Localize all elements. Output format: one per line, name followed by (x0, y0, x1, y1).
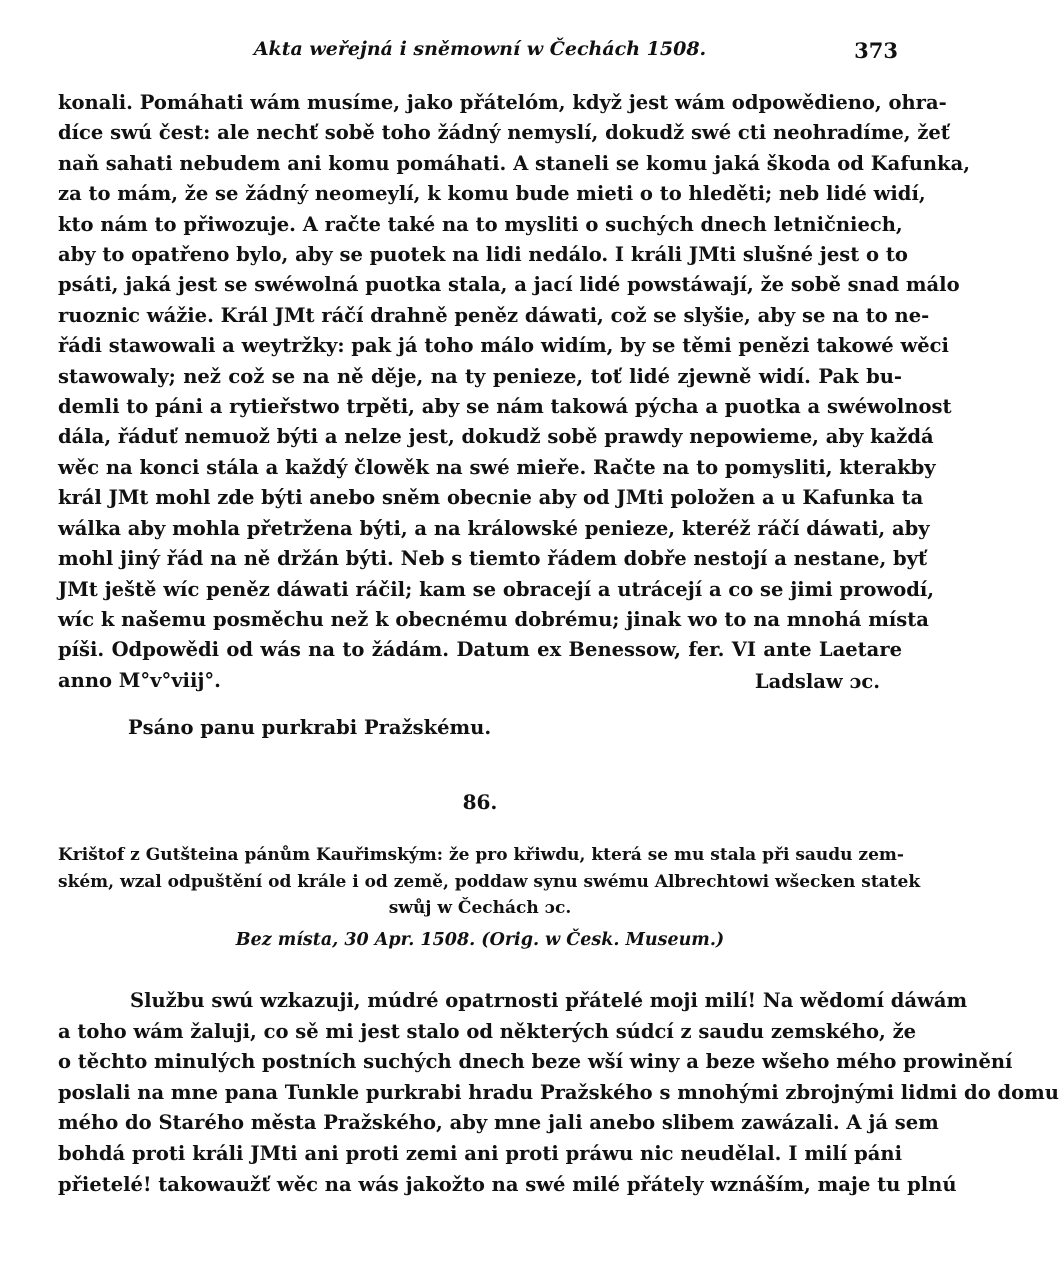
text-line: anno M°v°viij°. (58, 668, 221, 692)
text-line: bohdá proti králi JMti ani proti zemi ani proti práwu nic neudělal. I milí páni (58, 1141, 902, 1165)
text-line: wálka aby mohla přetržena býti, a na králowské penieze, kteréž ráčí dáwati, aby (58, 516, 930, 540)
text-line: mohl jiný řád na ně držán býti. Neb s tiemto řádem dobře nestojí a nestane, byť (58, 547, 928, 571)
text-line: wěc na konci stála a každý člowěk na swé mieře. Račte na to pomysliti, kterakby (58, 455, 936, 479)
text-line: řádi stawowali a weytržky: pak já toho málo widím, by se těmi penězi takowé wěci (58, 334, 949, 358)
text-line: naň sahati nebudem ani komu pomáhati. A staneli se komu jaká škoda od Kafunka, (58, 151, 970, 175)
running-header (0, 38, 960, 68)
text-line: psáti, jaká jest se swéwolná puotka stala, a jací lidé powstáwají, že sobě snad málo (58, 273, 960, 297)
text-line: stawowaly; než což se na ně děje, na ty penieze, toť lidé zjewně widí. Pak bu- (58, 364, 902, 388)
text-line: Službu swú wzkazuji, múdré opatrnosti přátelé moji milí! Na wědomí dáwám (130, 989, 968, 1012)
document-number: 86. (462, 790, 498, 814)
signature: Ladslaw ɔc. (754, 670, 880, 693)
text-line: píši. Odpowědi od wás na to žádám. Datum ex Benessow, fer. VI ante Laetare (58, 638, 902, 662)
letter-86-text (58, 986, 1059, 1200)
running-title: Akta weřejná i sněmowní w Čechách 1508. (253, 38, 707, 60)
dating-line: Bez místa, 30 Apr. 1508. (Orig. w Česk. Museum.) (235, 930, 725, 950)
text-line: dála, řáduť nemuož býti a nelze jest, dokudž sobě prawdy nepowieme, aby každá (58, 425, 934, 449)
address-line: Psáno panu purkrabi Pražskému. (128, 716, 492, 739)
text-line: demli to páni a rytieřstwo trpěti, aby se nám takowá pýcha a puotka a swéwolnost (58, 395, 952, 419)
text-line: díce swú čest: ale nechť sobě toho žádný nemyslí, dokudž swé cti neohradíme, žeť (58, 121, 950, 145)
text-line: poslali na mne pana Tunkle purkrabi hradu Pražského s mnohými zbrojnými lidmi do domu (58, 1080, 1059, 1104)
text-line: wíc k našemu posměchu než k obecnému dobrému; jinak wo to na mnohá místa (58, 607, 929, 631)
text-line: JMt ještě wíc peněz dáwati ráčil; kam se obracejí a utrácejí a co se jimi prowodí, (58, 577, 935, 601)
text-line: konali. Pomáhati wám musíme, jako přátelóm, když jest wám odpowědieno, ohra- (58, 91, 947, 114)
text-line: kto nám to přiwozuje. A račte také na to mysliti o suchých dnech letničniech, (58, 212, 903, 236)
page-number: 373 (854, 38, 898, 63)
text-line: za to mám, že se žádný neomeylí, k komu bude mieti o to hleděti; neb lidé widí, (58, 182, 926, 206)
text-line: o těchto minulých postních suchých dnech beze wší winy a beze wšeho mého prowinění (58, 1050, 1013, 1074)
text-line: aby to opatřeno bylo, aby se puotek na lidi nedálo. I králi JMti slušné jest o to (58, 243, 908, 267)
regest-line: swůj w Čechách ɔc. (388, 898, 572, 918)
letter-continuation-text (58, 88, 970, 696)
regest-line: Krištof z Gutšteina pánům Kauřimským: že pro křiwdu, která se mu stala při saudu zem- (58, 845, 904, 865)
text-line: přietelé! takowaužť wěc na wás jakožto na swé milé přátely wznáším, maje tu plnú (58, 1172, 957, 1196)
regest (58, 842, 921, 922)
text-line: ruoznic wážie. Král JMt ráčí drahně peněz dáwati, což se slyšie, aby se na to ne- (58, 303, 930, 327)
text-line: a toho wám žaluji, co sě mi jest stalo od některých súdcí z saudu zemského, že (58, 1019, 917, 1043)
text-line: mého do Starého města Pražského, aby mne jali anebo slibem zawázali. A já sem (58, 1111, 939, 1135)
regest-line: ském, wzal odpuštění od krále i od země, poddaw synu swému Albrechtowi wšecken statek (58, 871, 921, 892)
text-line: král JMt mohl zde býti anebo sněm obecnie aby od JMti položen a u Kafunka ta (58, 486, 924, 510)
